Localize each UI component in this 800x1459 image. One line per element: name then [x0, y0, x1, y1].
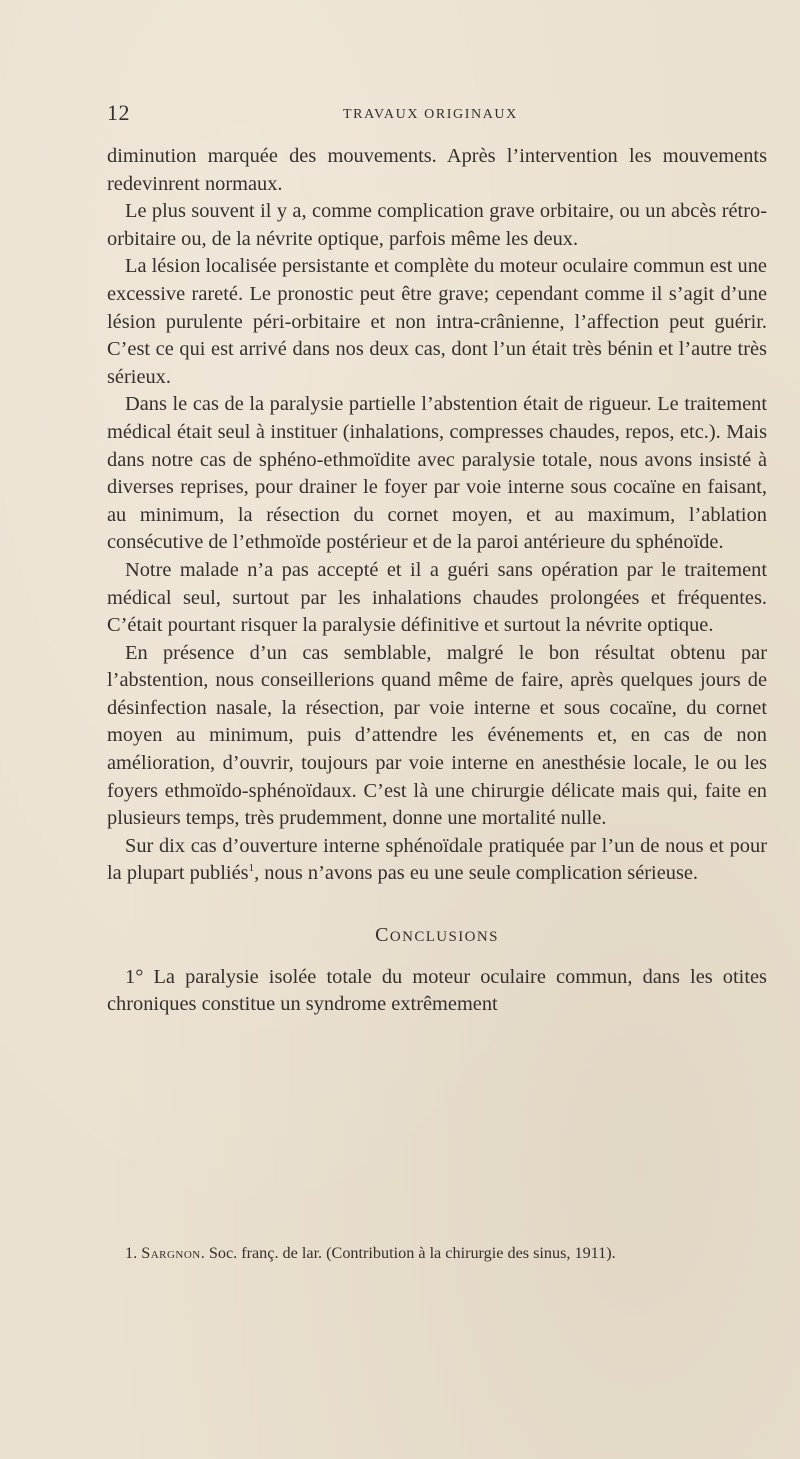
- page-header: [107, 100, 767, 130]
- footnote-reference[interactable]: 1: [248, 862, 255, 875]
- section-heading-conclusions: CONCLUSIONS: [375, 924, 499, 947]
- paragraph: Notre malade n’a pas accepté et il a guéri sans opération par le traitement médical seul, surtout par les inhalations chaudes prolongées et fréquentes. C’était pourtant risquer la paralysie définitive et surtout la névrite optique.: [107, 558, 767, 637]
- paragraph-text: , nous n’avons pas eu une seule complication sérieuse.: [254, 862, 699, 885]
- paragraph-continuation: diminution marquée des mouvements. Après l’intervention les mouvements redevinrent normaux.: [107, 145, 767, 195]
- footnote-entry: [107, 1242, 767, 1264]
- paragraph: Dans le cas de la paralysie partielle l’abstention était de rigueur. Le traitement médical était seul à instituer (inhalations, compresses chaudes, repos, etc.). Mais dans notre cas de sphéno-ethmoïdite avec paralysie totale, nous avons insisté à diverses reprises, pour drainer le foyer par voie interne sous cocaïne en faisant, au minimum, la résection du cornet moyen, et au maximum, l’ablation consécutive de l’ethmoïde postérieur et de la paroi antérieure du sphénoïde.: [107, 393, 767, 554]
- paragraph: En présence d’un cas semblable, malgré le bon résultat obtenu par l’abstention, nous conseillerions quand même de faire, après quelques jours de désinfection nasale, la résection, par voie interne et sous cocaïne, du cornet moyen au minimum, puis d’attendre les événements et, en cas de non amélioration, d’ouvrir, toujours par voie interne en anesthésie locale, le ou les foyers ethmoïdo-sphénoïdaux. C’est là une chirurgie délicate mais qui, faite en plusieurs temps, très prudemment, donne une mortalité nulle.: [107, 641, 767, 830]
- footnote: [107, 1242, 767, 1264]
- running-title: TRAVAUX ORIGINAUX: [343, 107, 518, 122]
- footnote-author: Sargnon: [141, 1244, 201, 1262]
- paragraph: Le plus souvent il y a, comme complication grave orbitaire, ou un abcès rétro-orbitaire ou, de la névrite optique, parfois même les deux.: [107, 200, 767, 250]
- conclusion-paragraph: 1° La paralysie isolée totale du moteur oculaire commun, dans les otites chroniques constitue un syndrome extrêmement: [107, 965, 767, 1016]
- page-number: 12: [107, 100, 130, 125]
- footnote-text: . Soc. franç. de lar. (Contribution à la chirurgie des sinus, 1911).: [200, 1244, 616, 1262]
- paragraph-text: Sur dix cas d’ouverture interne sphénoïdale pratiquée par l’un de nous et pour la plupart publiés: [107, 834, 767, 885]
- paragraph-with-footnote-ref: [107, 833, 767, 888]
- body-text: [107, 143, 767, 1019]
- footnote-number: 1.: [125, 1244, 138, 1262]
- paragraph: La lésion localisée persistante et complète du moteur oculaire commun est une excessive rareté. Le pronostic peut être grave; cependant comme il s’agit d’une lésion purulente péri-orbitaire et non intra-crânienne, l’affection peut guérir. C’est ce qui est arrivé dans nos deux cas, dont l’un était très bénin et l’autre très sérieux.: [107, 255, 767, 388]
